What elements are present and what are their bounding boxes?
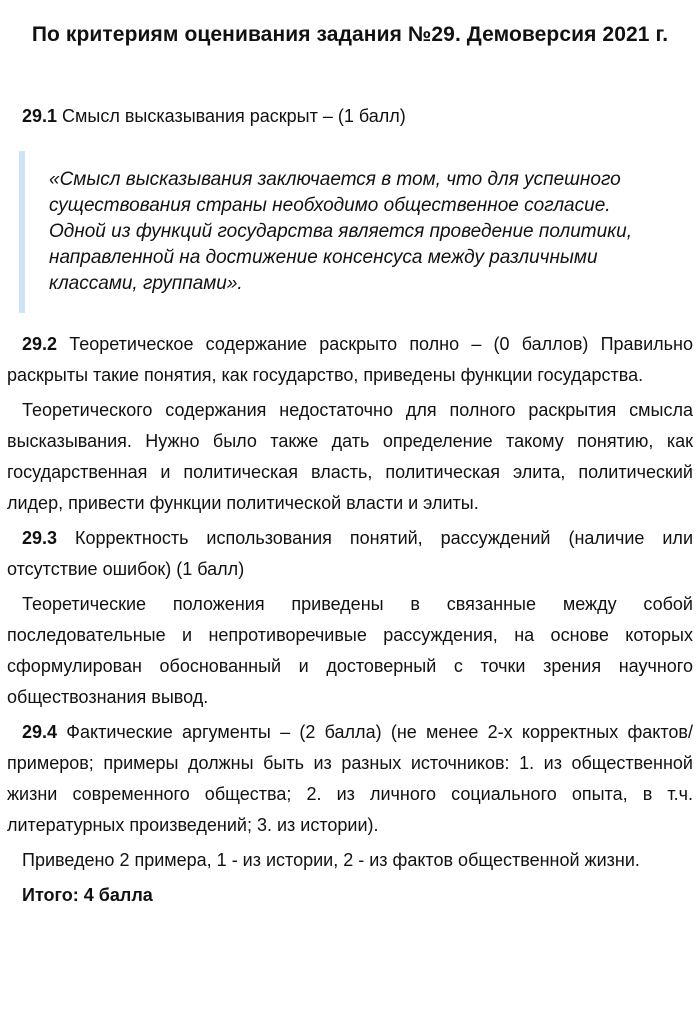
total-score: Итого: 4 балла [22,885,153,905]
criterion-number: 29.4 [22,722,58,742]
criterion-text: Фактические аргументы – (2 балла) (не менее 2-х корректных фактов/примеров; примеры должны быть из разных источников: 1. из общественной жизни современного общества; 2. из личного социального опыта, в т.ч. литературных произведений; 3. из истории). [7,722,693,835]
criterion-number: 29.1 [22,106,58,126]
criterion-29-2 [7,329,693,391]
criterion-number: 29.2 [22,334,58,354]
criterion-29-2-comment: Теоретического содержания недостаточно для полного раскрытия смысла высказывания. Нужно было также дать определение такому понятию, как государственная и политическая власть, политическая элита, политический лидер, привести функции политической власти и элиты. [7,400,693,513]
criterion-text: Корректность использования понятий, рассуждений (наличие или отсутствие ошибок) (1 балл) [7,528,693,579]
page-title: По критериям оценивания задания №29. Демоверсия 2021 г. [31,23,669,46]
student-quote: «Смысл высказывания заключается в том, что для успешного существования страны необходимо общественное согласие. Одной из функций государства является проведение политики, направленной на достижение консенсуса между различными классами, группами». [19,151,693,313]
criterion-text: Теоретическое содержание раскрыто полно – (0 баллов) Правильно раскрыты такие понятия, как государство, приведены функции государства. [7,334,693,385]
criterion-text: Смысл высказывания раскрыт – (1 балл) [57,106,406,126]
criterion-29-3-comment: Теоретические положения приведены в связанные между собой последовательные и непротиворечивые рассуждения, на основе которых сформулирован обоснованный и достоверный с точки зрения научного обществознания вывод. [7,594,693,707]
criterion-29-3 [7,523,693,585]
criterion-29-1 [7,104,693,128]
criterion-29-4-comment: Приведено 2 примера, 1 - из истории, 2 - из фактов общественной жизни. [22,850,640,870]
criterion-number: 29.3 [22,528,58,548]
criterion-29-4 [7,717,693,841]
